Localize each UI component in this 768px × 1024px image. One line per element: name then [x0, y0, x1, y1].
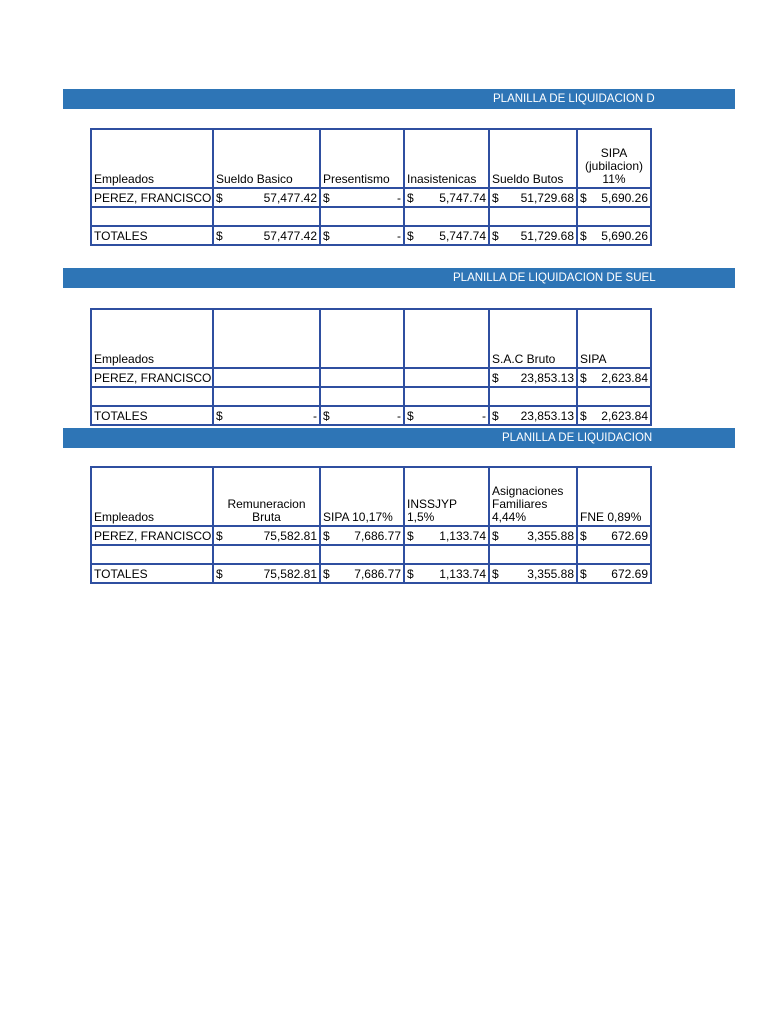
section-1-title: PLANILLA DE LIQUIDACION D	[493, 93, 655, 105]
amount: -	[397, 409, 401, 423]
header-cell: Presentismo	[320, 129, 404, 188]
amount: 5,747.74	[439, 191, 486, 205]
amount: 75,582.81	[263, 529, 317, 543]
header-row	[91, 129, 651, 188]
amount: 5,690.26	[601, 191, 648, 205]
header-cell: FNE 0,89%	[577, 467, 651, 526]
currency-symbol: $	[216, 229, 223, 243]
blank-row	[91, 545, 651, 564]
currency-symbol: $	[492, 191, 499, 205]
currency-symbol: $	[216, 529, 223, 543]
amount: 23,853.13	[520, 409, 574, 423]
table-row	[91, 368, 651, 387]
amount: 7,686.77	[354, 529, 401, 543]
header-cell: Sueldo Basico	[213, 129, 320, 188]
amount: 51,729.68	[520, 191, 574, 205]
amount: 5,747.74	[439, 229, 486, 243]
totals-row	[91, 406, 651, 425]
totals-label: TOTALES	[91, 564, 213, 583]
employee-name: PEREZ, FRANCISCO	[91, 526, 213, 545]
header-cell: SIPA (jubilacion) 11%	[577, 129, 651, 188]
amount: 3,355.88	[527, 567, 574, 581]
currency-symbol: $	[580, 371, 587, 385]
employee-name: PEREZ, FRANCISCO	[91, 368, 213, 387]
header-row	[91, 309, 651, 368]
currency-symbol: $	[323, 529, 330, 543]
header-cell: Asignaciones Familiares 4,44%	[489, 467, 577, 526]
header-cell: S.A.C Bruto	[489, 309, 577, 368]
amount: -	[482, 409, 486, 423]
currency-symbol: $	[407, 191, 414, 205]
section-3-table	[90, 466, 652, 584]
currency-symbol: $	[407, 567, 414, 581]
header-cell: SIPA	[577, 309, 651, 368]
table-row	[91, 188, 651, 207]
amount: 2,623.84	[601, 371, 648, 385]
header-cell: Empleados	[91, 309, 213, 368]
amount: 5,690.26	[601, 229, 648, 243]
currency-symbol: $	[323, 567, 330, 581]
currency-symbol: $	[407, 229, 414, 243]
amount: 672.69	[611, 567, 648, 581]
amount: -	[397, 191, 401, 205]
currency-symbol: $	[323, 409, 330, 423]
section-2-table	[90, 308, 652, 426]
section-1-banner	[63, 89, 735, 109]
blank-row	[91, 207, 651, 226]
header-cell: Empleados	[91, 129, 213, 188]
amount: 2,623.84	[601, 409, 648, 423]
currency-symbol: $	[492, 229, 499, 243]
amount: 57,477.42	[263, 191, 317, 205]
currency-symbol: $	[492, 409, 499, 423]
currency-symbol: $	[492, 529, 499, 543]
amount: 57,477.42	[263, 229, 317, 243]
amount: 3,355.88	[527, 529, 574, 543]
header-cell	[320, 309, 404, 368]
employee-name: PEREZ, FRANCISCO	[91, 188, 213, 207]
blank-row	[91, 387, 651, 406]
currency-symbol: $	[407, 529, 414, 543]
totals-label: TOTALES	[91, 406, 213, 425]
currency-symbol: $	[216, 567, 223, 581]
currency-symbol: $	[323, 229, 330, 243]
currency-symbol: $	[492, 371, 499, 385]
currency-symbol: $	[216, 409, 223, 423]
header-cell: Sueldo Butos	[489, 129, 577, 188]
totals-row	[91, 226, 651, 245]
currency-symbol: $	[580, 567, 587, 581]
currency-symbol: $	[580, 229, 587, 243]
header-cell: Remuneracion Bruta	[213, 467, 320, 526]
amount: -	[397, 229, 401, 243]
header-cell: Empleados	[91, 467, 213, 526]
currency-symbol: $	[580, 191, 587, 205]
header-cell: INSSJYP 1,5%	[404, 467, 489, 526]
amount: 7,686.77	[354, 567, 401, 581]
currency-symbol: $	[323, 191, 330, 205]
amount: 672.69	[611, 529, 648, 543]
section-2-banner	[63, 268, 735, 288]
amount: 51,729.68	[520, 229, 574, 243]
amount: 1,133.74	[439, 567, 486, 581]
amount: 1,133.74	[439, 529, 486, 543]
currency-symbol: $	[216, 191, 223, 205]
header-cell	[213, 309, 320, 368]
section-3-title: PLANILLA DE LIQUIDACION	[502, 432, 653, 444]
amount: 75,582.81	[263, 567, 317, 581]
currency-symbol: $	[580, 409, 587, 423]
currency-symbol: $	[492, 567, 499, 581]
section-1-table	[90, 128, 652, 246]
amount: 23,853.13	[520, 371, 574, 385]
header-cell	[404, 309, 489, 368]
totals-row	[91, 564, 651, 583]
header-cell: SIPA 10,17%	[320, 467, 404, 526]
totals-label: TOTALES	[91, 226, 213, 245]
currency-symbol: $	[580, 529, 587, 543]
header-cell: Inasistenicas	[404, 129, 489, 188]
section-2-title: PLANILLA DE LIQUIDACION DE SUEL	[453, 272, 656, 284]
table-row	[91, 526, 651, 545]
header-row	[91, 467, 651, 526]
currency-symbol: $	[407, 409, 414, 423]
amount: -	[313, 409, 317, 423]
section-3-banner	[63, 428, 735, 448]
